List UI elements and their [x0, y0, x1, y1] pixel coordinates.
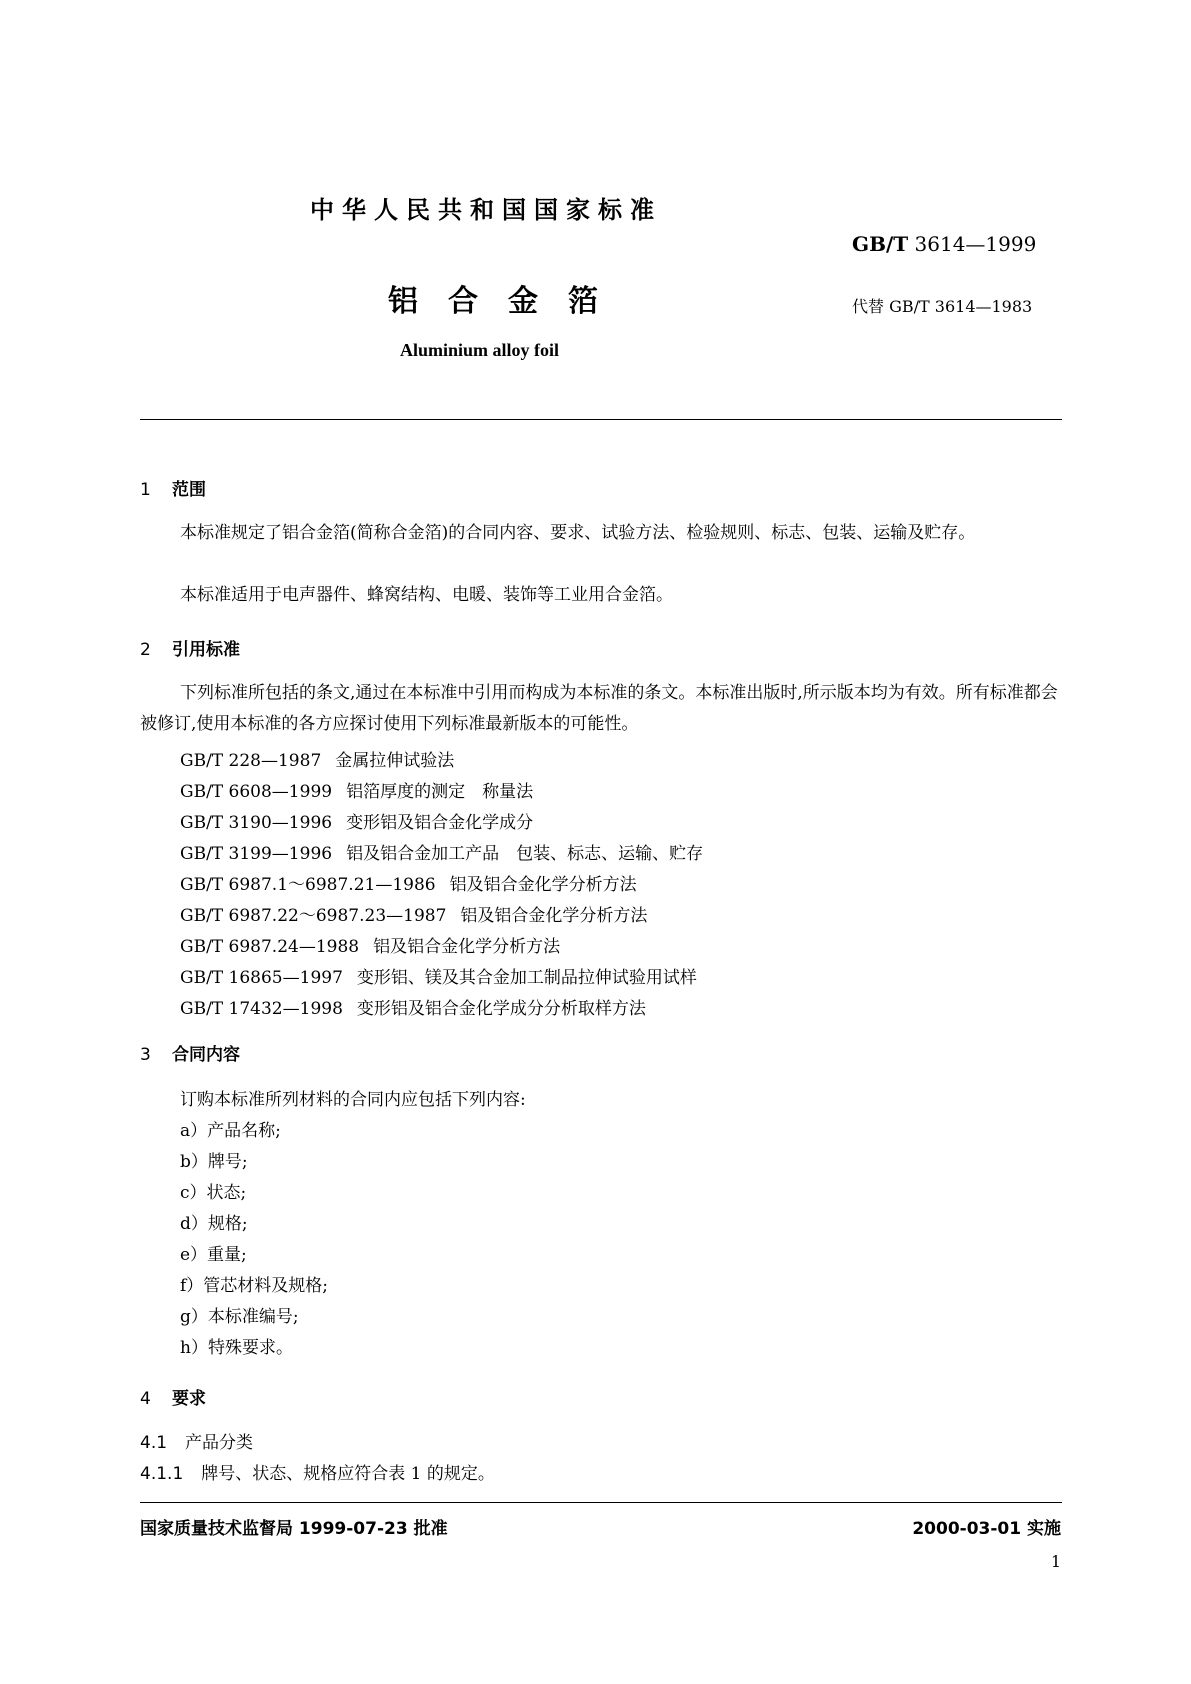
reference-item: [180, 808, 533, 833]
reference-name: 铝及铝合金化学分析方法: [449, 875, 637, 895]
list-item: b）牌号;: [180, 1152, 248, 1172]
reference-name: 铝及铝合金化学分析方法: [373, 937, 561, 957]
reference-name: 金属拉伸试验法: [335, 751, 455, 771]
section-title: 合同内容: [172, 1045, 240, 1065]
list-item: g）本标准编号;: [180, 1307, 299, 1327]
reference-item: [180, 963, 697, 988]
section-2-heading: [140, 635, 240, 660]
list-item: f）管芯材料及规格;: [180, 1276, 329, 1296]
reference-item: [180, 870, 637, 895]
section-3-intro: 订购本标准所列材料的合同内应包括下列内容:: [180, 1090, 526, 1110]
section-1-paragraph-1: 本标准规定了铝合金箔(简称合金箔)的合同内容、要求、试验方法、检验规则、标志、包装、运输及贮存。: [180, 523, 976, 543]
subsection-number: 4.1.1: [140, 1464, 184, 1484]
section-number: 1: [140, 480, 151, 500]
approval-line: 国家质量技术监督局 1999-07-23 批准: [140, 1519, 448, 1539]
standard-prefix: GB/T: [852, 232, 909, 256]
document-title-en: Aluminium alloy foil: [400, 340, 560, 360]
reference-name: 铝及铝合金加工产品 包装、标志、运输、贮存: [346, 844, 704, 864]
subsection-4-1: [140, 1428, 253, 1453]
reference-name: 变形铝、镁及其合金加工制品拉伸试验用试样: [356, 968, 697, 988]
reference-code: GB/T 6608—1999: [180, 782, 333, 802]
reference-name: 变形铝及铝合金化学成分: [346, 813, 534, 833]
section-2-paragraph-1: 下列标准所包括的条文,通过在本标准中引用而构成为本标准的条文。本标准出版时,所示版本均为有效。所有标准都会被修订,使用本标准的各方应探讨使用下列标准最新版本的可能性。: [140, 683, 1058, 734]
subsection-title: 产品分类: [185, 1433, 254, 1453]
reference-item: [180, 901, 647, 926]
list-item: a）产品名称;: [180, 1121, 281, 1141]
section-number: 2: [140, 640, 151, 660]
footer-divider: [140, 1502, 1062, 1503]
reference-item: [180, 932, 560, 957]
reference-code: GB/T 17432—1998: [180, 999, 343, 1019]
reference-item: [180, 839, 703, 864]
section-1-paragraph-2: 本标准适用于电声器件、蜂窝结构、电暖、装饰等工业用合金箔。: [180, 585, 673, 605]
reference-code: GB/T 6987.22～6987.23—1987: [180, 906, 447, 926]
reference-item: [180, 746, 454, 771]
reference-name: 铝及铝合金化学分析方法: [460, 906, 648, 926]
reference-name: 变形铝及铝合金化学成分分析取样方法: [356, 999, 646, 1019]
subsection-text: 牌号、状态、规格应符合表 1 的规定。: [201, 1464, 495, 1484]
section-3-heading: [140, 1040, 240, 1065]
list-item: c）状态;: [180, 1183, 247, 1203]
section-number: 4: [140, 1389, 151, 1409]
header-divider: [140, 419, 1062, 420]
reference-name: 铝箔厚度的测定 称量法: [346, 782, 534, 802]
section-number: 3: [140, 1045, 151, 1065]
national-standard-heading: 中华人民共和国国家标准: [310, 196, 662, 224]
reference-item: [180, 994, 646, 1019]
reference-code: GB/T 6987.24—1988: [180, 937, 360, 957]
reference-code: GB/T 3190—1996: [180, 813, 333, 833]
standard-number: [852, 232, 1036, 256]
reference-code: GB/T 6987.1～6987.21—1986: [180, 875, 436, 895]
standard-code: 3614—1999: [914, 232, 1037, 256]
reference-code: GB/T 3199—1996: [180, 844, 333, 864]
section-4-heading: [140, 1384, 206, 1409]
replaces-standard: 代替 GB/T 3614—1983: [852, 297, 1033, 316]
section-1-heading: [140, 475, 206, 500]
section-title: 范围: [172, 480, 206, 500]
reference-code: GB/T 228—1987: [180, 751, 322, 771]
list-item: h）特殊要求。: [180, 1338, 293, 1358]
reference-item: [180, 777, 533, 802]
reference-code: GB/T 16865—1997: [180, 968, 343, 988]
page-number: 1: [1050, 1552, 1061, 1571]
implementation-date: 2000-03-01 实施: [912, 1519, 1061, 1539]
list-item: e）重量;: [180, 1245, 247, 1265]
subsection-4-1-1: [140, 1459, 495, 1484]
document-title-cn: 铝合金箔: [388, 284, 628, 319]
section-title: 引用标准: [172, 640, 240, 660]
subsection-number: 4.1: [140, 1433, 168, 1453]
list-item: d）规格;: [180, 1214, 248, 1234]
section-title: 要求: [172, 1389, 206, 1409]
